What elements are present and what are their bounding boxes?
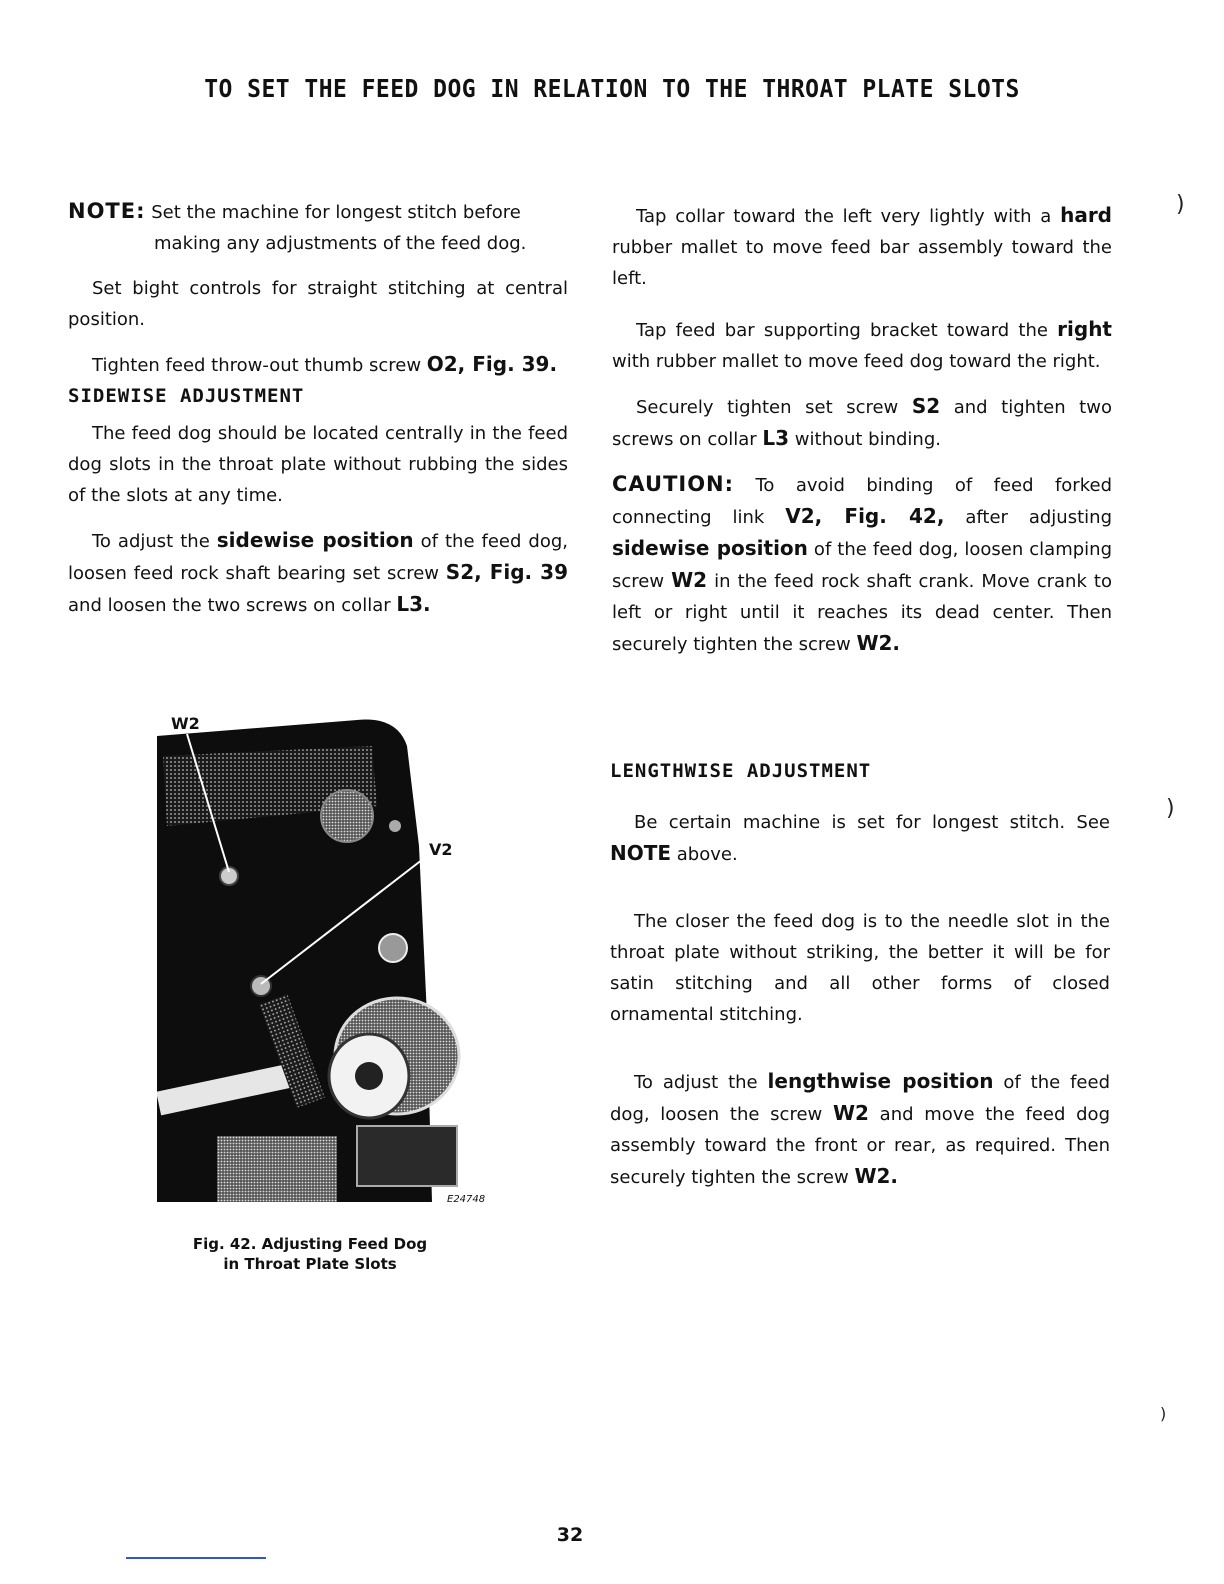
feed-dog-photo xyxy=(157,716,487,1206)
caution-bold-2: sidewise position xyxy=(612,536,808,560)
page-title: TO SET THE FEED DOG IN RELATION TO THE THROAT PLATE SLOTS xyxy=(204,74,1020,103)
tighten-text-1: Securely tighten set screw xyxy=(636,397,912,418)
lengthwise-text-2: of the feed dog, loosen the screw xyxy=(610,1072,1110,1125)
lengthwise-text-3: and move the feed dog assembly toward the front or rear, as required. Then securely tighten the screw xyxy=(610,1104,1110,1188)
sidewise-heading: SIDEWISE ADJUSTMENT xyxy=(68,385,305,407)
longest-stitch-text-1: Be certain machine is set for longest stitch. See xyxy=(634,812,1110,833)
lengthwise-bold-3: W2. xyxy=(854,1164,899,1188)
longest-stitch-bold: NOTE xyxy=(610,841,672,865)
page-number: 32 xyxy=(556,1524,584,1546)
lengthwise-paragraph xyxy=(610,1066,1110,1193)
sidewise-bold-3: L3. xyxy=(396,592,431,616)
note-paragraph xyxy=(68,196,568,228)
right-column xyxy=(612,200,1112,660)
caution-bold-4: W2. xyxy=(856,631,901,655)
tighten-bold-1: S2 xyxy=(911,394,941,418)
sidewise-text-3: and loosen the two screws on collar xyxy=(68,595,397,616)
lengthwise-text-1: To adjust the xyxy=(634,1072,768,1093)
caption-line-2: in Throat Plate Slots xyxy=(223,1255,397,1273)
margin-mark-1: ) xyxy=(1176,192,1185,217)
margin-mark-3: ) xyxy=(1160,1404,1167,1423)
v2-label: V2 xyxy=(429,840,453,859)
sidewise-bold-2: S2, Fig. 39 xyxy=(445,560,569,584)
longest-stitch-paragraph xyxy=(610,807,1110,870)
sidewise-text-2: of the feed dog, loosen feed rock shaft bearing set screw xyxy=(68,531,568,584)
caution-bold-1: V2, Fig. 42, xyxy=(785,504,945,528)
caution-bold-3: W2 xyxy=(671,568,708,592)
caution-label: CAUTION: xyxy=(612,472,735,496)
note-text-2: making any adjustments of the feed dog. xyxy=(154,233,527,254)
tighten-text-2: and tighten two screws on collar xyxy=(612,397,1112,450)
caption-line-1: Fig. 42. Adjusting Feed Dog xyxy=(192,1235,428,1253)
thumb-screw-ref: O2, Fig. 39. xyxy=(426,352,558,376)
margin-mark-2: ) xyxy=(1166,796,1175,821)
note-label: NOTE: xyxy=(68,199,146,223)
left-column xyxy=(68,196,568,621)
caution-text-4: in the feed rock shaft crank. Move crank to left or right until it reaches its dead center. Then securely tighten the screw xyxy=(612,571,1113,655)
lengthwise-heading: LENGTHWISE ADJUSTMENT xyxy=(610,760,872,782)
tighten-text-3: without binding. xyxy=(789,429,941,450)
tighten-bold-2: L3 xyxy=(762,426,790,450)
footer-rule xyxy=(126,1557,266,1559)
lengthwise-bold-2: W2 xyxy=(832,1101,869,1125)
sidewise-text-1: To adjust the xyxy=(92,531,217,552)
tap-bracket-text-2: with rubber mallet to move feed dog toward the right. xyxy=(612,351,1101,372)
note-text-1: Set the machine for longest stitch before xyxy=(151,202,521,223)
tap-bracket-bold: right xyxy=(1057,317,1112,341)
figure-caption xyxy=(150,1234,470,1274)
centrally-paragraph: The feed dog should be located centrally in the feed dog slots in the throat plate without rubbing the sides of the slots at any time. xyxy=(68,423,568,506)
tap-collar-bold: hard xyxy=(1060,203,1112,227)
longest-stitch-text-2: above. xyxy=(671,844,738,865)
tap-collar-paragraph xyxy=(612,200,1112,294)
caution-text-1: To avoid binding of feed forked connecting link xyxy=(612,475,1112,528)
tighten-paragraph xyxy=(612,391,1112,455)
lengthwise-bold-1: lengthwise position xyxy=(767,1069,994,1093)
thumb-screw-text: Tighten feed throw-out thumb screw xyxy=(92,355,427,376)
tap-collar-text-2: rubber mallet to move feed bar assembly toward the left. xyxy=(612,237,1112,289)
right-column-lower xyxy=(610,756,1110,1193)
bight-paragraph: Set bight controls for straight stitching at central position. xyxy=(68,278,568,330)
figure-42 xyxy=(157,716,487,1206)
tap-collar-text-1: Tap collar toward the left very lightly with a xyxy=(636,206,1061,227)
figure-code: E24748 xyxy=(447,1194,486,1205)
caution-text-3: of the feed dog, loosen clamping screw xyxy=(612,539,1113,592)
closer-paragraph: The closer the feed dog is to the needle slot in the throat plate without striking, the better it will be for satin stitching and all other forms of closed ornamental stitching. xyxy=(610,911,1110,1025)
tap-bracket-paragraph xyxy=(612,314,1112,377)
caution-paragraph xyxy=(612,469,1112,660)
sidewise-paragraph xyxy=(68,525,568,621)
sidewise-bold-1: sidewise position xyxy=(216,528,414,552)
w2-label: W2 xyxy=(171,714,200,733)
thumb-screw-paragraph xyxy=(68,349,568,381)
caution-text-2: after adjusting xyxy=(944,507,1112,528)
tap-bracket-text-1: Tap feed bar supporting bracket toward the xyxy=(636,320,1058,341)
